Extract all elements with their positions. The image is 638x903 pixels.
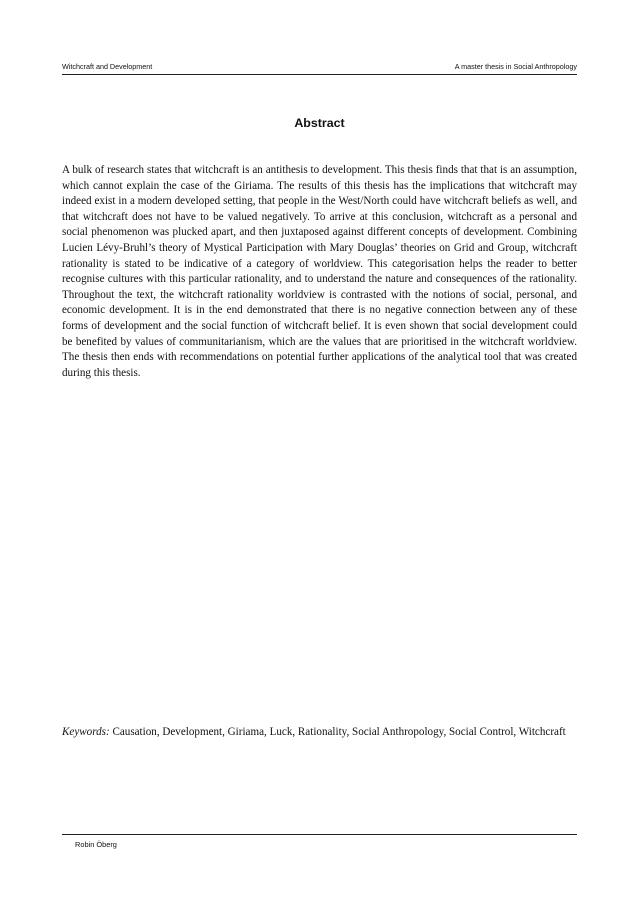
footer-rule	[62, 834, 577, 835]
abstract-body: A bulk of research states that witchcraft is an antithesis to development. This thesis finds that that is an assumption, which cannot explain the case of the Giriama. The results of this thesis has the implications that witchcraft may indeed exist in a modern developed setting, that people in the West/North could have witchcraft beliefs as well, and that witchcraft does not have to be valued negatively. To arrive at this conclusion, witchcraft as a personal and social phenomenon was plucked apart, and then juxtaposed against different concepts of development. Combining Lucien Lévy-Bruhl’s theory of Mystical Participation with Mary Douglas’ theories on Grid and Group, witchcraft rationality is stated to be indicative of a category of worldview. This categorisation helps the reader to better recognise cultures with this particular rationality, and to understand the nature and consequences of the rationality. Throughout the text, the witchcraft rationality worldview is contrasted with the notions of social, personal, and economic development. It is in the end demonstrated that there is no negative connection between any of these forms of development and the social function of witchcraft belief. It is even shown that social development could be benefited by values of communitarianism, which are the values that are prioritised in the witchcraft worldview. The thesis then ends with recommendations on potential further applications of the analytical tool that was created during this thesis.	[62, 164, 577, 379]
footer-author: Robin Öberg	[75, 840, 117, 849]
header-right-title: A master thesis in Social Anthropology	[454, 62, 577, 71]
keywords-label: Keywords:	[62, 726, 110, 738]
page-header	[62, 62, 577, 74]
header-rule	[62, 74, 577, 75]
header-left-title: Witchcraft and Development	[62, 62, 153, 71]
abstract-heading: Abstract	[294, 116, 345, 130]
keywords-paragraph	[62, 723, 577, 741]
keywords-text: Causation, Development, Giriama, Luck, Rationality, Social Anthropology, Social Control, Witchcraft	[109, 726, 566, 738]
